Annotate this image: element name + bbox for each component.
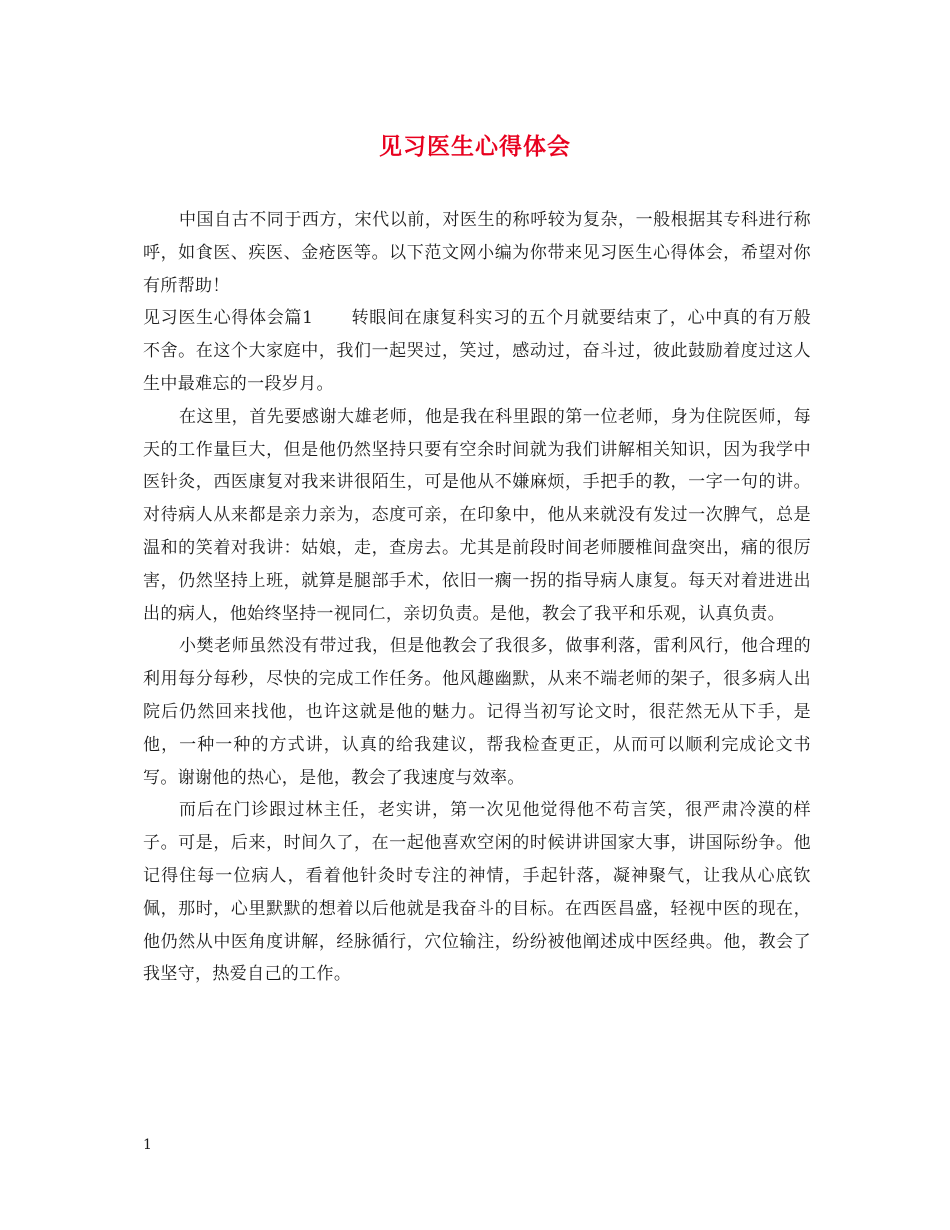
intro-paragraph: 中国自古不同于西方，宋代以前，对医生的称呼较为复杂，一般根据其专科进行称呼，如食医、疾医、金疮医等。以下范文网小编为你带来见习医生心得体会，希望对你有所帮助！ — [143, 210, 811, 296]
document-title: 见习医生心得体会 — [379, 133, 571, 160]
page-number: 1 — [143, 1137, 152, 1153]
section-block — [143, 302, 811, 400]
section-first-paragraph: 转眼间在康复科实习的五个月就要结束了，心中真的有万般不舍。在这个大家庭中，我们一起哭过，笑过，感动过，奋斗过，彼此鼓励着度过这人生中最难忘的一段岁月。 — [143, 308, 811, 394]
paragraph-director-lin: 而后在门诊跟过林主任，老实讲，第一次见他觉得他不苟言笑，很严肃冷漠的样子。可是，后来，时间久了，在一起他喜欢空闲的时候讲讲国家大事，讲国际纷争。他记得住每一位病人，看着他针灸时专注的神情，手起针落，凝神聚气，让我从心底钦佩，那时，心里默默的想着以后他就是我奋斗的目标。在西医昌盛，轻视中医的现在，他仍然从中医角度讲解，经脉循行，穴位输注，纷纷被他阐述成中医经典。他，教会了我坚守，热爱自己的工作。 — [143, 800, 811, 985]
section-heading: 见习医生心得体会篇1 — [143, 308, 314, 329]
paragraph-teacher-xiaofan: 小樊老师虽然没有带过我，但是他教会了我很多，做事利落，雷利风行，他合理的利用每分每秒，尽快的完成工作任务。他风趣幽默，从来不端老师的架子，很多病人出院后仍然回来找他，也许这就是他的魅力。记得当初写论文时，很茫然无从下手，是他，一种一种的方式讲，认真的给我建议，帮我检查更正，从而可以顺利完成论文书写。谢谢他的热心，是他，教会了我速度与效率。 — [143, 636, 811, 788]
paragraph-teacher-daxiong: 在这里，首先要感谢大雄老师，他是我在科里跟的第一位老师，身为住院医师，每天的工作量巨大，但是他仍然坚持只要有空余时间就为我们讲解相关知识，因为我学中医针灸，西医康复对我来讲很陌生，可是他从不嫌麻烦，手把手的教，一字一句的讲。对待病人从来都是亲力亲为，态度可亲，在印象中，他从来就没有发过一次脾气，总是温和的笑着对我讲：姑娘，走，查房去。尤其是前段时间老师腰椎间盘突出，痛的很厉害，仍然坚持上班，就算是腿部手术，依旧一瘸一拐的指导病人康复。每天对着进进出出的病人，他始终坚持一视同仁，亲切负责。是他，教会了我平和乐观，认真负责。 — [143, 406, 811, 624]
document-body — [143, 204, 811, 991]
